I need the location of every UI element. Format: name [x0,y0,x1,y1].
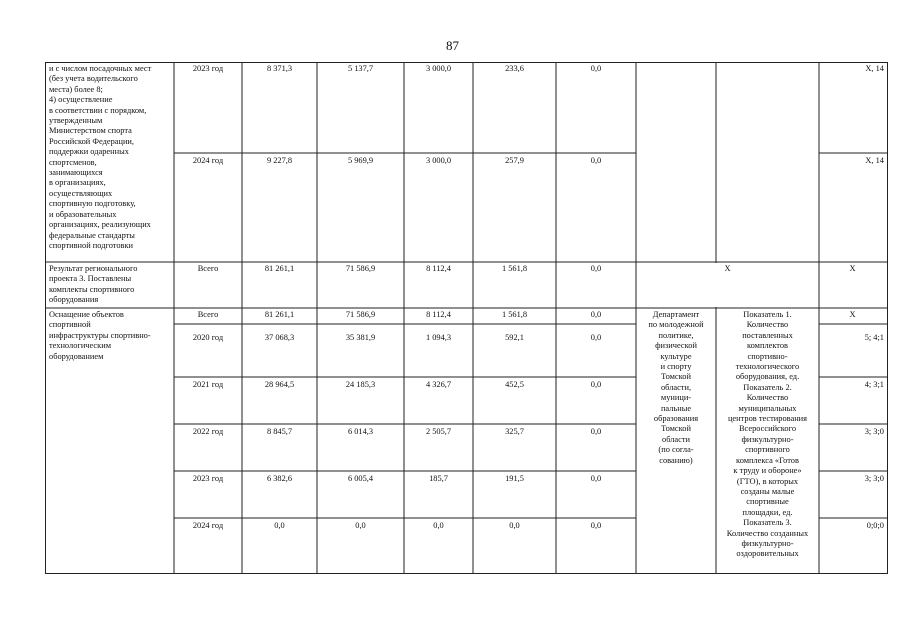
s3-row6-other: 0,0 [590,521,602,530]
s3-row6-year: 2024 год [192,521,224,530]
s1-row1-ref: Х, 14 [865,64,884,73]
s3-row3-year: 2021 год [192,380,224,389]
s3-row2-year: 2020 год [192,333,224,342]
s2-indicator: Х [724,264,731,273]
s2-federal: 71 586,9 [345,264,376,273]
s3-row4-regional: 2 505,7 [425,427,452,436]
s1-row2-local: 257,9 [505,156,524,165]
s3-row5-total: 6 382,6 [266,474,293,483]
s3-row5-local: 191,5 [505,474,524,483]
s1-row2-other: 0,0 [590,156,602,165]
s3-row4-year: 2022 год [192,427,224,436]
s2-ref: Х [849,264,856,273]
section3-label: Оснащение объектов спортивной инфраструктуры спортивно- технологическим оборудованием [49,310,151,361]
s3-row2-other: 0,0 [590,333,602,342]
s3-row3-total: 28 964,5 [264,380,295,389]
s3-row5-other: 0,0 [590,474,602,483]
s3-row3-local: 452,5 [505,380,524,389]
s3-row1-federal: 71 586,9 [345,310,376,319]
s3-row1-total: 81 261,1 [264,310,295,319]
s3-executor: Департамент по молодежной политике, физической культуре и спорту Томской области, муници- пальные образования Томской области (по согла- сованию) [648,310,704,465]
s3-row3-federal: 24 185,3 [345,380,376,389]
s3-row6-ref: 0;0;0 [866,521,884,530]
s3-row5-year: 2023 год [192,474,224,483]
s3-row4-total: 8 845,7 [266,427,293,436]
s2-local: 1 561,8 [501,264,528,273]
s1-row2-year: 2024 год [192,156,224,165]
s3-row5-ref: 3; 3;0 [864,474,884,483]
s3-row3-regional: 4 326,7 [425,380,452,389]
s1-row2-regional: 3 000,0 [425,156,452,165]
s1-row1-total: 8 371,3 [266,64,293,73]
s1-row1-regional: 3 000,0 [425,64,452,73]
s3-row3-ref: 4; 3;1 [864,380,884,389]
s2-year: Всего [197,264,219,273]
s3-row2-ref: 5; 4;1 [864,333,884,342]
s3-row2-federal: 35 381,9 [345,333,376,342]
s3-row1-other: 0,0 [590,310,602,319]
s3-row4-other: 0,0 [590,427,602,436]
page-number: 87 [446,38,459,53]
s2-regional: 8 112,4 [426,264,451,273]
s2-other: 0,0 [590,264,602,273]
s1-row1-other: 0,0 [590,64,602,73]
s3-row4-local: 325,7 [505,427,524,436]
s1-row2-total: 9 227,8 [266,156,293,165]
s3-row4-ref: 3; 3;0 [864,427,884,436]
s1-row1-year: 2023 год [192,64,224,73]
s3-row5-federal: 6 005,4 [347,474,374,483]
s2-total: 81 261,1 [264,264,295,273]
s1-row1-local: 233,6 [505,64,524,73]
s3-row4-federal: 6 014,3 [347,427,374,436]
s3-row1-local: 1 561,8 [501,310,528,319]
s3-row2-total: 37 068,3 [264,333,295,342]
s3-row6-local: 0,0 [509,521,520,530]
s3-row6-regional: 0,0 [433,521,444,530]
s3-row2-regional: 1 094,3 [425,333,452,342]
s3-row5-regional: 185,7 [429,474,448,483]
s3-row2-local: 592,1 [505,333,524,342]
s3-row1-year: Всего [197,310,219,319]
s1-row2-ref: Х, 14 [865,156,884,165]
budget-table [45,62,888,574]
s3-row6-federal: 0,0 [355,521,366,530]
s3-row3-other: 0,0 [590,380,602,389]
s3-row1-ref: Х [849,310,856,319]
section1-label: и с числом посадочных мест (без учета водительского места) более 8; 4) осуществление в соответствии с порядком, утвержденным Министерством спорта Российской Федерации, поддержки одаренных спортсменов, занимающихся в организациях, осуществляющих спортивную подготовку, и образовательных организациях, реализующих федеральные стандарты спортивной подготовки [49,64,152,250]
s3-indicator: Показатель 1. Количество поставленных комплектов спортивно- технологического оборудования, ед. Показатель 2. Количество муниципальных центров тестирования Всероссийского физкультурно- спортивного комплекса «Готов к труду и обороне» (ГТО), в которых созданы малые спортивные площадки, ед. Показатель 3. Количество созданных физкультурно- оздоровительных [726,310,809,559]
s1-row2-federal: 5 969,9 [347,156,374,165]
s1-row1-federal: 5 137,7 [347,64,374,73]
s3-row1-regional: 8 112,4 [426,310,451,319]
section2-label: Результат регионального проекта 3. Поставлены комплекты спортивного оборудования [49,264,138,305]
s3-row6-total: 0,0 [274,521,285,530]
